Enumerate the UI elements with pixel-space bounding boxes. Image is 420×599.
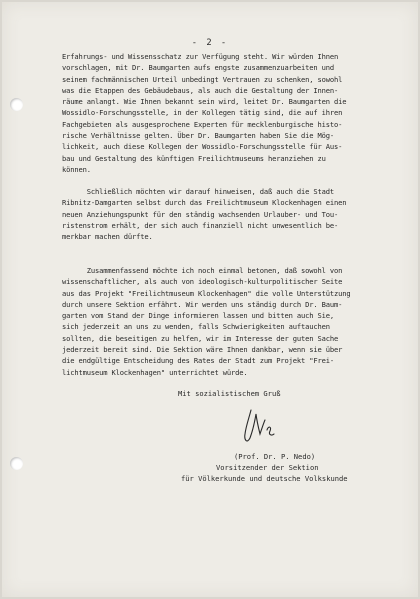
handwritten-signature [237,404,277,450]
signatory-title-line-1: Vorsitzender der Sektion [216,463,319,472]
paragraph-2: Schließlich möchten wir darauf hinweisen, daß auch die Stadt Ribnitz-Damgarten selbst durch das Freilichtmuseum Klockenhagen einen neuen Anziehungspunkt für den ständig wachsenden Urlauber- und Tou- ristenstrom erhält, der sich auch finanziell nicht unwesentlich be- merkbar machen dürfte. [62,187,347,242]
punch-hole-lower [10,457,23,470]
signatory-title-line-2: für Völkerkunde und deutsche Volkskunde [181,474,348,483]
signatory-name: (Prof. Dr. P. Nedo) [234,452,316,461]
closing-greeting: Mit sozialistischem Gruß [178,389,281,398]
paragraph-3: Zusammenfassend möchte ich noch einmal betonen, daß sowohl von wissenschaftlicher, als auch von ideologisch-kulturpolitischer Seite aus das Projekt "Freilichtmuseum Klockenhagen" die volle Unterstützung durch unsere Sektion erfährt. Wir werden uns ständig durch Dr. Baum- garten vom Stand der Dinge informieren lassen und bitten auch Sie, sich jederzeit an uns zu wenden, falls Schwierigkeiten auftauchen sollten, die beseitigen zu helfen, wir im Interesse der guten Sache jederzeit bereit sind. Die Sektion wäre Ihnen dankbar, wenn sie über die endgültige Entscheidung des Rates der Stadt zum Projekt "Frei- lichtmuseum Klockenhagen" unterrichtet würde. [62,266,351,377]
paragraph-1: Erfahrungs- und Wissensschatz zur Verfügung steht. Wir würden Ihnen vorschlagen, mit Dr. Baumgarten aufs engste zusammenzuarbeiten und seinem fachmännischen Urteil unbedingt Vertrauen zu schenken, sowohl was die Etappen des Gebäudebaus, als auch die Gestaltung der Innen- räume anlangt. Wie Ihnen bekannt sein wird, leitet Dr. Baumgarten die Wossidlo-Forschungsstelle, in der Kollegen tätig sind, die auf ihren Fachgebieten als ausgesprochene Experten für mecklenburgische histo- rische Verhältnisse gelten. Über Dr. Baumgarten haben Sie die Mög- lichkeit, auch diese Kollegen der Wossidlo-Forschungsstelle für Aus- bau und Gestaltung des künftigen Freilichtmuseums heranziehen zu können. [62,52,347,174]
letter-page [2,2,418,597]
punch-hole-upper [10,98,23,111]
page-number: - 2 - [191,38,229,48]
